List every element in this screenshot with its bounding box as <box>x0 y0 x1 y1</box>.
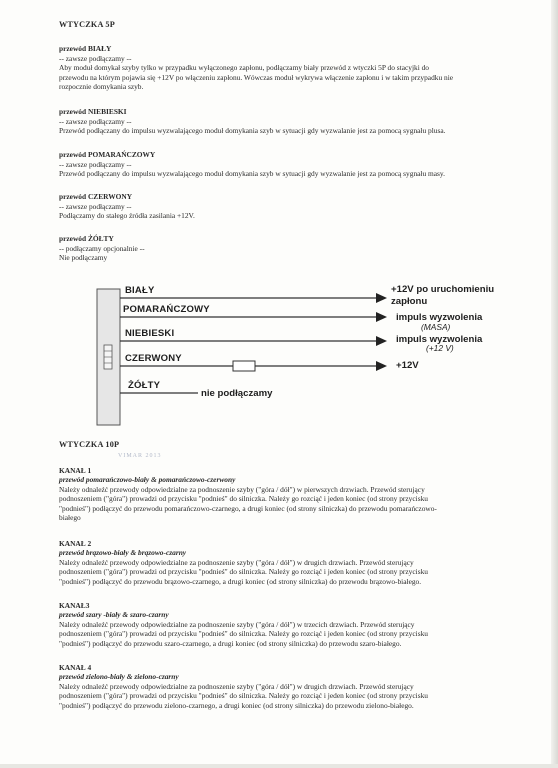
wire-block-blue <box>59 107 545 136</box>
wire-note: -- zawsze podłączamy -- <box>59 116 132 126</box>
wire-text: Nie podłączamy <box>59 253 108 263</box>
channel-subtitle: przewód szary -biały & szaro-czarny <box>59 610 169 620</box>
wire-block-orange <box>59 150 545 179</box>
channel-block-4 <box>59 663 545 710</box>
wire-text: Aby moduł domykał szyby tylko w przypadku wyłączonego zapłonu, podłączamy biały przewód z wtyczki 5P do stacyjki do <box>59 63 429 73</box>
channel-text: "podnieś") podłączyć do przewodu zielono-czarnego, a drugi koniec (od strony silniczka) do przewodu zielono-białego. <box>59 700 414 710</box>
label-not-connected: nie podłączamy <box>201 388 273 399</box>
wire-text: Podłączamy do stałego źródła zasilania +12V. <box>59 211 195 221</box>
label-ignition-12v: +12V po uruchomieniu <box>391 284 495 295</box>
section-title-wtyczka-10p: WTYCZKA 10P <box>59 440 120 449</box>
wire-block-white <box>59 44 545 92</box>
wire-text: Przewód podłączany do impulsu wyzwalającego moduł domykania szyb w sytuacji gdy wyzwalanie jest za pomocą sygnału masy. <box>59 169 445 179</box>
diagram-label-yellow: ŻÓŁTY <box>128 380 161 391</box>
wire-text: przewodu na którym pojawia się +12V po włączeniu zapłonu. Wówczas moduł wykrywa włączenie zapłonu i w takim przypadku nie <box>59 72 454 82</box>
channel-text: podnoszeniem ("góra") prowadzi od przycisku "podnieś" do silniczka. Należy go rozciąć i jeden koniec (od strony przycisku <box>59 691 428 701</box>
channel-title: KANAŁ3 <box>59 601 90 610</box>
wire-block-yellow <box>59 234 545 263</box>
channel-text: podnoszeniem ("góra") prowadzi od przycisku "podnieś" do silniczka. Należy go rozciąć i jeden koniec (od strony przycisku <box>59 629 428 639</box>
channel-text: Należy odnaleźć przewody odpowiedzialne za podnoszenie szyby ("góra / dół") w drugich drzwiach. Przewód sterujący <box>59 557 414 567</box>
channel-subtitle: przewód pomarańczowo-biały & pomarańczowo-czerwony <box>59 475 236 485</box>
wire-title: przewód BIAŁY <box>59 44 112 53</box>
connector-latch <box>104 345 112 369</box>
faint-stamp: VIMAR 2013 <box>118 453 162 459</box>
channel-title: KANAŁ 2 <box>59 539 92 548</box>
channel-text: "podnieś") podłączyć do przewodu brązowo-czarnego, a drugi koniec (od strony silniczka) do przewodu brązowo-białego. <box>59 576 422 586</box>
wire-note: -- zawsze podłączamy -- <box>59 53 132 63</box>
wire-note: -- zawsze podłączamy -- <box>59 201 132 211</box>
channel-text: "podnieś") podłączyć do przewodu szaro-czarnego, a drugi koniec (od strony silniczka) do przewodu szaro-białego. <box>59 638 402 648</box>
wire-block-red <box>59 192 545 221</box>
channel-subtitle: przewód zielono-biały & zielono-czarny <box>59 672 179 682</box>
page-edge <box>551 0 558 768</box>
wire-note: -- podłączamy opcjonalnie -- <box>59 243 145 253</box>
arrow-icon <box>376 293 387 303</box>
label-trigger-ground: impuls wyzwolenia <box>396 312 483 323</box>
wire-title: przewód ŻÓŁTY <box>59 234 114 243</box>
wire-title: przewód POMARAŃCZOWY <box>59 150 156 159</box>
wire-note: -- zawsze podłączamy -- <box>59 159 132 169</box>
channel-text: podnoszeniem ("góra") prowadzi od przycisku "podnieś" do silniczka. Należy go rozciąć i jeden koniec (od strony przycisku <box>59 567 428 577</box>
channel-subtitle: przewód brązowo-biały & brązowo-czarny <box>59 548 187 558</box>
label-trigger-plus-note: (+12 V) <box>426 343 454 353</box>
wire-title: przewód CZERWONY <box>59 192 133 201</box>
diagram-label-red: CZERWONY <box>125 353 182 364</box>
wire-title: przewód NIEBIESKI <box>59 107 127 116</box>
connector-body <box>97 289 120 425</box>
label-constant-12v: +12V <box>396 360 419 371</box>
channel-title: KANAŁ 4 <box>59 663 92 672</box>
label-trigger-plus: impuls wyzwolenia <box>396 334 483 345</box>
arrow-icon <box>376 336 387 346</box>
channel-text: białego <box>59 513 81 523</box>
label-trigger-ground-note: (MASA) <box>421 322 451 332</box>
channel-text: "podnieś") podłączyć do przewodu pomarańczowo-czarnego, a drugi koniec (od strony silniczka) do przewodu pomarańczowo- <box>59 503 437 513</box>
arrow-icon <box>376 361 387 371</box>
label-ignition-12v-2: zapłonu <box>391 296 428 307</box>
channel-text: Należy odnaleźć przewody odpowiedzialne za podnoszenie szyby ("góra / dół") w pierwszych drzwiach. Przewód sterujący <box>59 484 425 494</box>
channel-block-3 <box>59 601 545 648</box>
channel-title: KANAŁ 1 <box>59 466 92 475</box>
arrow-icon <box>376 312 387 322</box>
channel-text: podnoszeniem ("góra") prowadzi od przycisku "podnieś" do silniczka. Należy go rozciąć i jeden koniec (od strony przycisku <box>59 494 428 504</box>
channel-text: Należy odnaleźć przewody odpowiedzialne za podnoszenie szyby ("góra / dół") w trzecich drzwiach. Przewód sterujący <box>59 619 415 629</box>
diagram-label-orange: POMARAŃCZOWY <box>123 304 210 315</box>
channel-block-1 <box>59 466 545 522</box>
page-edge-bottom <box>0 764 558 768</box>
fuse-icon <box>233 361 255 371</box>
wire-text: rozpocznie domykania szyb. <box>59 82 144 92</box>
wire-text: Przewód podłączany do impulsu wyzwalającego moduł domykania szyb w sytuacji gdy wyzwalanie jest za pomocą sygnału plusa. <box>59 126 446 136</box>
section-title-wtyczka-5p: WTYCZKA 5P <box>59 20 115 29</box>
diagram-label-blue: NIEBIESKI <box>125 328 175 339</box>
channel-block-2 <box>59 539 545 586</box>
diagram-label-white: BIAŁY <box>125 285 155 296</box>
channel-text: Należy odnaleźć przewody odpowiedzialne za podnoszenie szyby ("góra / dół") w drugich drzwiach. Przewód sterujący <box>59 681 414 691</box>
